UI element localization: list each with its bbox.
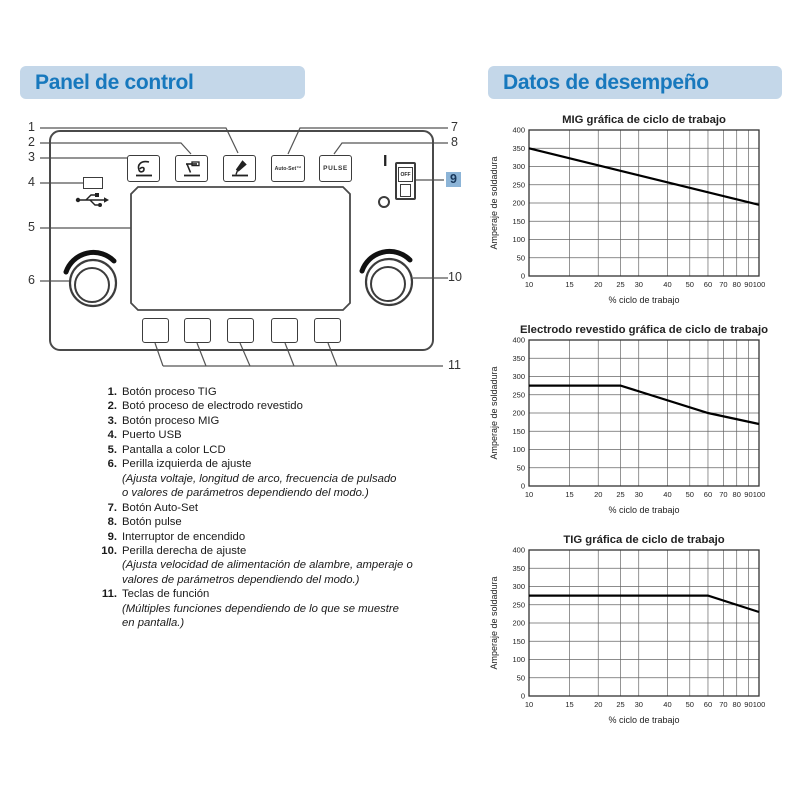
y-tick-label: 350	[512, 143, 525, 153]
legend-item	[88, 399, 468, 413]
callout-9-highlighted: 9	[446, 172, 461, 187]
x-tick-label: 15	[565, 700, 574, 709]
x-tick-label: 20	[594, 280, 603, 289]
pulse-label: PULSE	[323, 165, 348, 172]
y-tick-label: 50	[516, 673, 525, 683]
legend-item-note: (Ajusta voltaje, longitud de arco, frecuencia de pulsado	[122, 472, 397, 485]
legend-item-text: Perilla izquierda de ajuste	[122, 458, 252, 471]
callout-6: 6	[28, 273, 35, 287]
legend-item	[88, 385, 468, 399]
x-tick-label: 70	[719, 280, 728, 289]
x-axis-label: % ciclo de trabajo	[608, 715, 680, 725]
power-indicator-icon	[378, 196, 390, 208]
tig-process-button	[223, 155, 256, 182]
legend-item-note: en pantalla.)	[122, 617, 185, 630]
legend-item	[88, 515, 468, 529]
y-tick-label: 100	[512, 655, 525, 665]
x-tick-label: 50	[685, 280, 694, 289]
legend-item-number: 10.	[101, 544, 117, 557]
section-header-panel-de-control	[20, 66, 305, 99]
x-tick-label: 50	[685, 490, 694, 499]
duty-cycle-chart	[483, 528, 783, 733]
legend-item-number: 8.	[107, 516, 117, 529]
y-tick-label: 0	[520, 481, 525, 491]
y-axis-label: Amperaje de soldadura	[489, 366, 499, 460]
usb-port	[83, 177, 103, 189]
x-tick-label: 90	[744, 490, 753, 499]
y-tick-label: 200	[512, 618, 525, 628]
callout-8: 8	[451, 135, 458, 149]
x-tick-label: 90	[744, 700, 753, 709]
legend-item-number: 5.	[107, 443, 117, 456]
mig-process-button	[127, 155, 160, 182]
stick-electrode-icon	[180, 159, 204, 179]
legend-item	[88, 443, 468, 457]
function-key-3	[227, 318, 254, 343]
x-tick-label: 25	[616, 700, 625, 709]
y-tick-label: 50	[516, 463, 525, 473]
legend-item	[88, 457, 468, 471]
x-tick-label: 10	[524, 700, 534, 709]
function-key-4	[271, 318, 298, 343]
x-tick-label: 30	[634, 280, 643, 289]
chart-mig-duty-cycle	[483, 108, 783, 313]
y-tick-label: 250	[512, 180, 525, 190]
auto-set-label: Auto-Set™	[274, 165, 302, 172]
legend-item-number: 11.	[101, 588, 117, 601]
x-tick-label: 60	[703, 490, 713, 499]
legend-item	[88, 587, 468, 601]
legend-item-note: o valores de parámetros dependiendo del modo.)	[122, 487, 369, 500]
x-tick-label: 40	[663, 700, 672, 709]
callout-3: 3	[28, 150, 35, 164]
legend-item-note: (Múltiples funciones dependiendo de lo que se muestre	[122, 602, 399, 615]
legend-item-text: Botón proceso MIG	[122, 414, 220, 427]
x-tick-label: 20	[594, 490, 603, 499]
y-tick-label: 50	[516, 253, 525, 263]
duty-cycle-chart	[483, 108, 783, 313]
legend-item-number: 4.	[107, 429, 117, 442]
duty-cycle-line	[529, 148, 759, 205]
x-axis-label: % ciclo de trabajo	[608, 295, 680, 305]
legend-item-number: 1.	[107, 386, 117, 398]
legend-item-number: 7.	[107, 501, 117, 514]
power-rocker	[400, 184, 411, 197]
legend-item-text: Puerto USB	[122, 429, 182, 442]
x-tick-label: 15	[565, 490, 574, 499]
x-tick-label: 30	[634, 490, 643, 499]
x-tick-label: 100	[752, 490, 766, 499]
y-tick-label: 400	[512, 125, 525, 135]
legend-item	[88, 428, 468, 442]
legend-item	[88, 544, 468, 558]
legend-item-number: 3.	[107, 414, 117, 427]
section-title: Datos de desempeño	[503, 70, 709, 94]
callout-10: 10	[448, 270, 462, 284]
x-tick-label: 15	[565, 280, 574, 289]
x-tick-label: 70	[719, 490, 728, 499]
x-tick-label: 20	[594, 700, 603, 709]
x-axis-label: % ciclo de trabajo	[608, 505, 680, 515]
pulse-button	[319, 155, 352, 182]
mig-gun-icon	[132, 159, 156, 179]
legend-item	[88, 530, 468, 544]
y-tick-label: 100	[512, 445, 525, 455]
legend-item-text: Botón pulse	[122, 516, 182, 529]
y-tick-label: 200	[512, 198, 525, 208]
y-tick-label: 250	[512, 390, 525, 400]
x-tick-label: 25	[616, 490, 625, 499]
power-off-label: OFF	[398, 167, 413, 182]
callout-4: 4	[28, 175, 35, 189]
legend-item-text: Interruptor de encendido	[122, 530, 246, 543]
y-tick-label: 300	[512, 372, 525, 382]
tig-torch-icon	[228, 159, 252, 179]
auto-set-button	[271, 155, 305, 182]
legend-item-number: 9.	[107, 530, 117, 543]
function-key-1	[142, 318, 169, 343]
section-header-datos-de-desempeno	[488, 66, 782, 99]
legend-item	[88, 414, 468, 428]
legend-item-number: 2.	[107, 400, 117, 413]
y-tick-label: 250	[512, 600, 525, 610]
section-title: Panel de control	[35, 70, 194, 94]
y-tick-label: 200	[512, 408, 525, 418]
lcd-screen	[131, 187, 350, 310]
x-tick-label: 40	[663, 490, 672, 499]
panel-outline	[50, 131, 433, 350]
y-tick-label: 150	[512, 636, 525, 646]
callout-lines	[40, 128, 448, 366]
x-tick-label: 90	[744, 280, 753, 289]
left-knob	[66, 252, 116, 306]
function-key-5	[314, 318, 341, 343]
y-tick-label: 350	[512, 353, 525, 363]
y-tick-label: 400	[512, 545, 525, 555]
legend-item-text: Perilla derecha de ajuste	[122, 544, 247, 557]
legend-list	[88, 385, 468, 631]
legend-item-text: Teclas de función	[122, 588, 210, 601]
y-tick-label: 300	[512, 582, 525, 592]
callout-2: 2	[28, 135, 35, 149]
callout-5: 5	[28, 220, 35, 234]
x-tick-label: 80	[732, 280, 741, 289]
y-tick-label: 0	[520, 691, 525, 701]
y-tick-label: 0	[520, 271, 525, 281]
legend-item-text: Botó proceso de electrodo revestido	[122, 400, 303, 413]
chart-title: TIG gráfica de ciclo de trabajo	[563, 534, 725, 546]
chart-tig-duty-cycle	[483, 528, 783, 733]
duty-cycle-line	[529, 596, 759, 612]
duty-cycle-chart	[483, 318, 783, 523]
y-tick-label: 150	[512, 426, 525, 436]
power-switch	[395, 162, 416, 200]
stick-process-button	[175, 155, 208, 182]
y-tick-label: 350	[512, 563, 525, 573]
chart-title: Electrodo revestido gráfica de ciclo de trabajo	[520, 324, 768, 336]
duty-cycle-line	[529, 386, 759, 424]
legend-item-text: Botón proceso TIG	[122, 386, 217, 398]
x-tick-label: 40	[663, 280, 672, 289]
y-tick-label: 150	[512, 216, 525, 226]
legend-item-number: 6.	[107, 458, 117, 471]
x-tick-label: 25	[616, 280, 625, 289]
x-tick-label: 60	[703, 280, 713, 289]
legend-item-note: valores de parámetros dependiendo del modo.)	[122, 573, 360, 586]
x-tick-label: 50	[685, 700, 694, 709]
legend-item-text: Botón Auto-Set	[122, 501, 198, 514]
callout-7: 7	[451, 120, 458, 134]
x-tick-label: 30	[634, 700, 643, 709]
x-tick-label: 10	[524, 280, 534, 289]
x-tick-label: 10	[524, 490, 534, 499]
usb-icon	[74, 189, 112, 209]
y-axis-label: Amperaje de soldadura	[489, 156, 499, 250]
right-knob	[362, 251, 412, 305]
function-key-2	[184, 318, 211, 343]
chart-stick-duty-cycle	[483, 318, 783, 523]
y-tick-label: 400	[512, 335, 525, 345]
x-tick-label: 100	[752, 280, 766, 289]
x-tick-label: 70	[719, 700, 728, 709]
legend-item-text: Pantalla a color LCD	[122, 443, 226, 456]
y-tick-label: 300	[512, 162, 525, 172]
y-tick-label: 100	[512, 235, 525, 245]
legend-item-note: (Ajusta velocidad de alimentación de alambre, amperaje o	[122, 559, 413, 572]
x-tick-label: 60	[703, 700, 713, 709]
legend-item	[88, 501, 468, 515]
x-tick-label: 80	[732, 490, 741, 499]
callout-1: 1	[28, 120, 35, 134]
x-tick-label: 100	[752, 700, 766, 709]
chart-title: MIG gráfica de ciclo de trabajo	[562, 114, 726, 126]
callout-11: 11	[448, 358, 461, 372]
x-tick-label: 80	[732, 700, 741, 709]
y-axis-label: Amperaje de soldadura	[489, 576, 499, 670]
power-on-mark: I	[383, 153, 388, 170]
